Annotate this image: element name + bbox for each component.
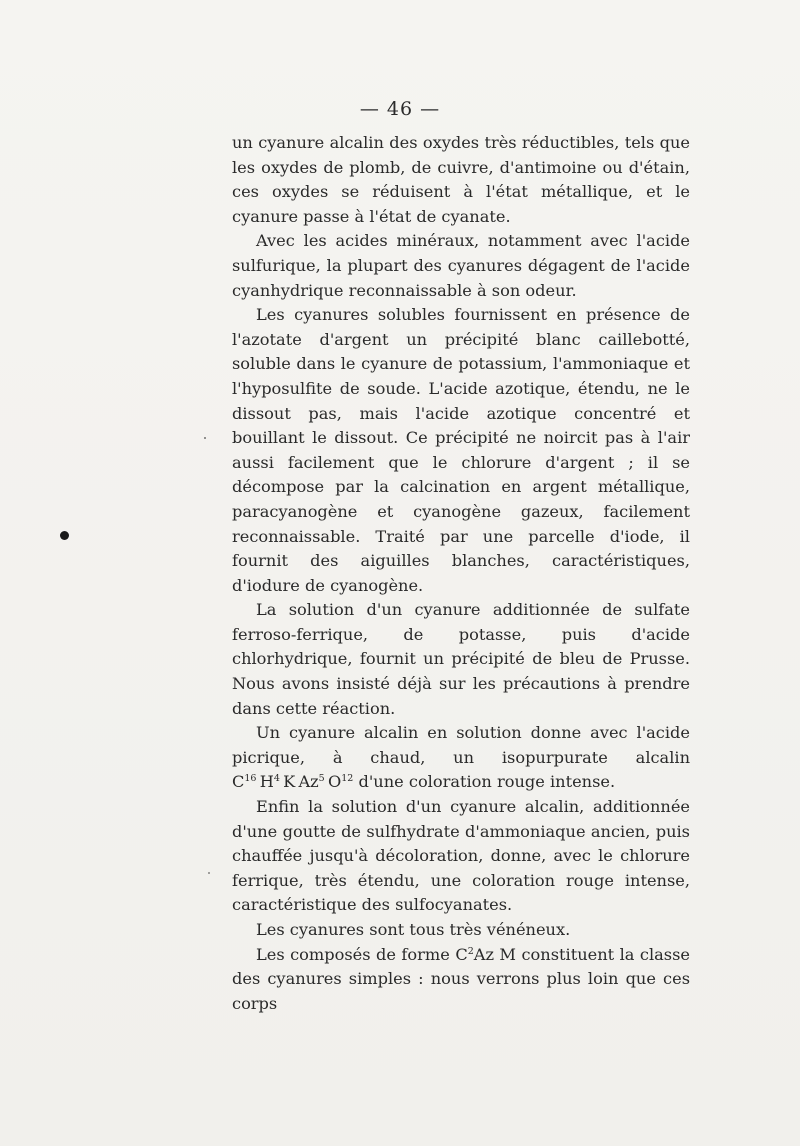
paragraph-8 — [232, 943, 690, 1017]
paragraph-8-after: constituent la classe des cyanures simples : nous verrons plus loin que ces corps — [232, 944, 690, 1013]
cyanure-formula — [455, 945, 516, 964]
formula-az-sub: 5 — [318, 773, 325, 785]
formula-k: K — [283, 772, 296, 792]
ink-speck-small — [204, 437, 206, 439]
paragraph-5-before: Un cyanure alcalin en solution donne avec l'acide picrique, à chaud, un isopurpurate alcalin — [232, 723, 690, 767]
paragraph-8-before: Les composés de forme — [256, 944, 450, 964]
formula-o: O — [327, 772, 342, 792]
formula2-rest: Az M — [473, 944, 517, 964]
paragraph-5-after: d'une coloration rouge intense. — [358, 772, 616, 792]
body-text — [232, 131, 690, 1016]
ink-speck-small — [208, 872, 210, 874]
formula-az: Az — [298, 772, 319, 792]
formula-c-sub: 16 — [244, 773, 257, 785]
ink-speck — [60, 531, 69, 540]
formula-h-sub: 4 — [273, 773, 280, 785]
paragraph-2: Avec les acides minéraux, notamment avec l'acide sulfurique, la plupart des cyanures dégagent de l'acide cyanhydrique reconnaissable à son odeur. — [232, 231, 690, 300]
formula2-c-sub: 2 — [467, 945, 474, 957]
page-number: — 46 — — [359, 98, 441, 120]
formula-o-sub: 12 — [341, 773, 354, 785]
paragraph-1: un cyanure alcalin des oxydes très réductibles, tels que les oxydes de plomb, de cuivre, d'antimoine ou d'étain, ces oxydes se réduisent à l'état métallique, et le cyanure passe à l'état de cyanate. — [232, 133, 690, 226]
formula-c: C — [232, 772, 245, 792]
paragraph-7: Les cyanures sont tous très vénéneux. — [256, 920, 571, 939]
paragraph-5 — [232, 721, 690, 795]
paragraph-3: Les cyanures solubles fournissent en présence de l'azotate d'argent un précipité blanc caillebotté, soluble dans le cyanure de potassium, l'ammoniaque et l'hyposulfite de soude. L'acide azotique, étendu, ne le dissout pas, mais l'acide azotique concentré et bouillant le dissout. Ce précipité ne noircit pas à l'air aussi facilement que le chlorure d'argent ; il se décompose par la calcination en argent métallique, paracyanogène et cyanogène gazeux, facilement reconnaissable. Traité par une parcelle d'iode, il fournit des aiguilles blanches, caractéristiques, d'iodure de cyanogène. — [232, 305, 690, 595]
isopurpurate-formula — [232, 772, 353, 791]
paragraph-6: Enfin la solution d'un cyanure alcalin, additionnée d'une goutte de sulfhydrate d'ammoniaque ancien, puis chauffée jusqu'à décoloration, donne, avec le chlorure ferrique, très étendu, une coloration rouge intense, caractéristique des sulfocyanates. — [232, 797, 690, 915]
paragraph-4: La solution d'un cyanure additionnée de sulfate ferroso-ferrique, de potasse, puis d'acide chlorhydrique, fournit un précipité de bleu de Prusse. Nous avons insisté déjà sur les précautions à prendre dans cette réaction. — [232, 600, 690, 718]
formula-h: H — [259, 772, 274, 792]
formula2-c: C — [455, 944, 468, 964]
